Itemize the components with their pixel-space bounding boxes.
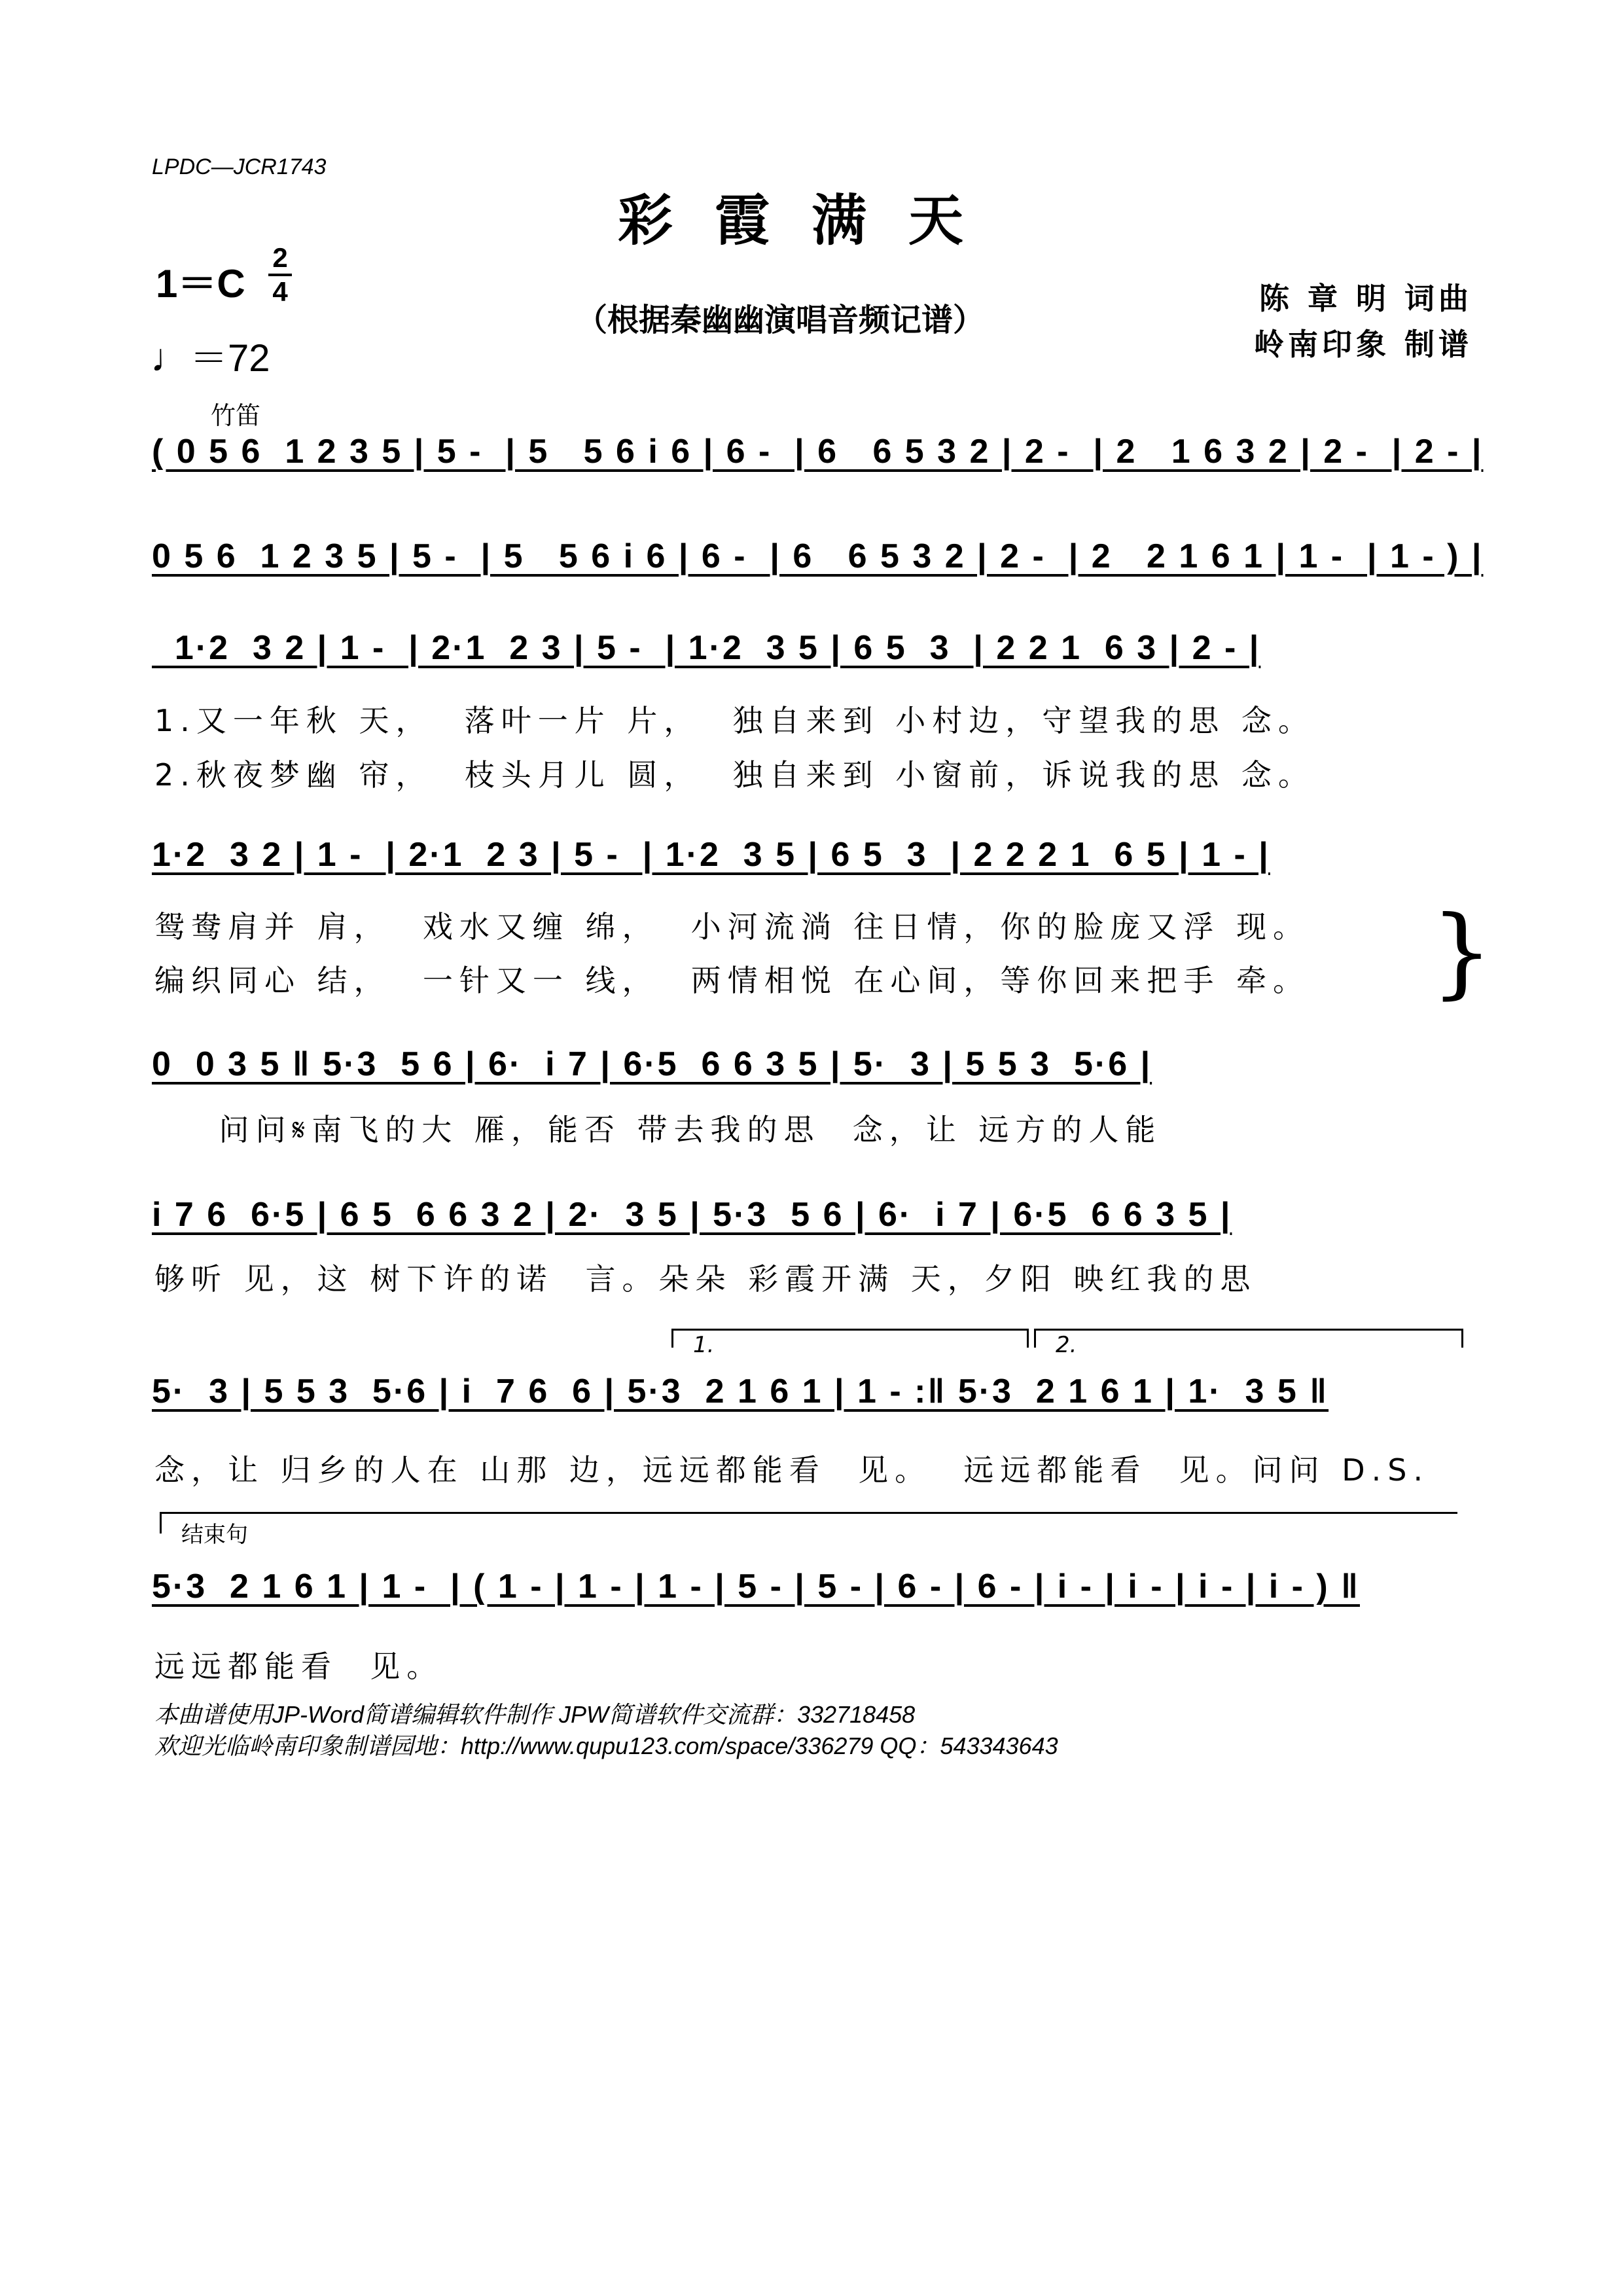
staff-row-4: 1·2 3 2 | 1 - | 2·1 2 3 | 5 - | 1·2 3 5 | 6 5 3 | 2 2 2 1 6 5 | 1 - |	[152, 836, 1270, 874]
arranger-credit: 岭南印象 制谱	[1253, 327, 1472, 362]
lyric-row-7: 念，让 归乡的人在 山那 边，远远都能看 见。 远远都能看 见。问问 D.S.	[154, 1452, 1430, 1488]
lyric-row-3-verse-1: 1.又一年秋 天， 落叶一片 片， 独自来到 小村边，守望我的思 念。	[154, 703, 1315, 738]
ending-bracket	[160, 1512, 1457, 1548]
staff-row-2: 0 5 6 1 2 3 5 | 5 - | 5 5 6 i 6 | 6 - | 6 6 5 3 2 | 2 - | 2 2 1 6 1 | 1 - | 1 - ) |	[152, 537, 1484, 575]
lyric-row-4-verse-2: 编织同心 结， 一针又一 线， 两情相悦 在心间，等你回来把手 牵。	[154, 963, 1310, 998]
staff-row-1: ( 0 5 6 1 2 3 5 | 5 - | 5 5 6 i 6 | 6 - | 6 6 5 3 2 | 2 - | 2 1 6 3 2 | 2 - | 2 - |	[152, 433, 1484, 471]
lyric-row-5: 问问𝄋南飞的大 雁，能否 带去我的思 念，让 远方的人能	[154, 1112, 1162, 1147]
footer-line-2: 欢迎光临岭南印象制谱园地：http://www.qupu123.com/space/336279 QQ：543343643	[154, 1732, 1058, 1759]
instrument-label: 竹笛	[211, 401, 261, 430]
staff-row-6: i 7 6 6·5 | 6 5 6 6 3 2 | 2· 3 5 | 5·3 5 6 | 6· i 7 | 6·5 6 6 3 5 |	[152, 1196, 1232, 1234]
staff-row-7: 5· 3 | 5 5 3 5·6 | i 7 6 6 | 5·3 2 1 6 1 | 1 - :‖ 5·3 2 1 6 1 | 1· 3 5 ‖	[152, 1372, 1329, 1410]
footer-line-1: 本曲谱使用JP-Word简谱编辑软件制作 JPW简谱软件交流群：332718458	[154, 1701, 916, 1728]
time-signature	[268, 243, 292, 306]
meter-bottom: 4	[272, 276, 288, 307]
staff-row-8: 5·3 2 1 6 1 | 1 - | ( 1 - | 1 - | 1 - | 5 - | 5 - | 6 - | 6 - | i - | i - | i - | i - ) ‖	[152, 1568, 1360, 1605]
song-title: 彩霞满天	[617, 188, 1005, 253]
lyric-row-8: 远远都能看 见。	[154, 1649, 444, 1684]
second-ending-label: 2.	[1056, 1332, 1077, 1358]
verse-brace: }	[1431, 895, 1493, 1009]
score-code: LPDC—JCR1743	[152, 154, 327, 179]
tempo-value: ＝72	[190, 337, 270, 380]
key-signature: 1＝C	[156, 262, 245, 306]
tempo-marking	[151, 327, 270, 382]
first-ending-label: 1.	[693, 1332, 715, 1358]
meter-top: 2	[272, 242, 288, 273]
lyric-row-4-verse-1: 鸳鸯肩并 肩， 戏水又缠 绵， 小河流淌 往日情，你的脸庞又浮 现。	[154, 909, 1310, 944]
first-ending-bracket	[671, 1329, 1029, 1358]
ending-label: 结束句	[181, 1522, 248, 1548]
staff-row-3: 1·2 3 2 | 1 - | 2·1 2 3 | 5 - | 1·2 3 5 | 6 5 3 | 2 2 1 6 3 | 2 - |	[152, 629, 1261, 667]
lyric-row-3-verse-2: 2.秋夜梦幽 帘， 枝头月儿 圆， 独自来到 小窗前，诉说我的思 念。	[154, 757, 1315, 793]
song-subtitle: （根据秦幽幽演唱音频记谱）	[576, 302, 985, 338]
lyric-row-6: 够听 见，这 树下许的诺 言。朵朵 彩霞开满 天，夕阳 映红我的思	[154, 1261, 1257, 1297]
composer-credit: 陈 章 明 词曲	[1258, 281, 1472, 316]
quarter-note-icon: ♩	[151, 336, 190, 380]
staff-row-5: 0 0 3 5 ‖ 5·3 5 6 | 6· i 7 | 6·5 6 6 3 5 | 5· 3 | 5 5 3 5·6 |	[152, 1045, 1152, 1083]
second-ending-bracket	[1034, 1329, 1463, 1358]
